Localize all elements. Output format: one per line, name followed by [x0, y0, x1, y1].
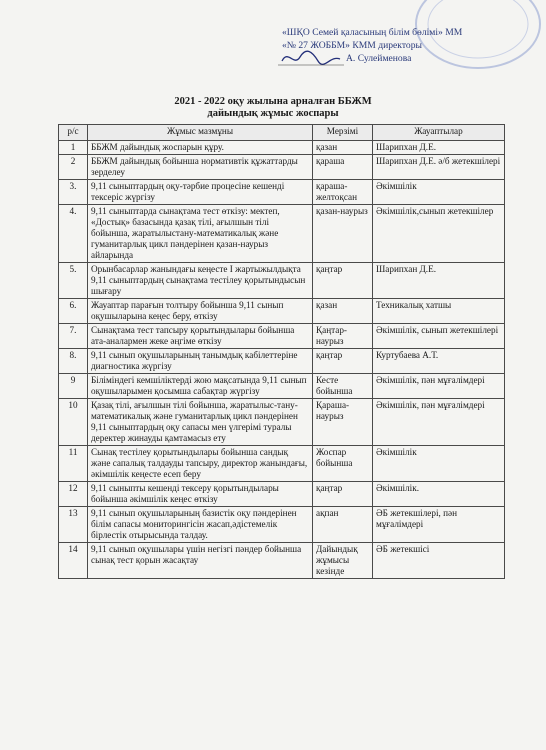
row-content: 9,11 сыныптарда сынақтама тест өткізу: мектеп, «Достық» базасында қазақ тілі, ағылшын тілі бойынша, жаратылыстану-математикалық және гуманитарлық цикл пәндерінен қазан-наурыз айларында [88, 205, 313, 263]
row-content: Сынақ тестілеу қорытындылары бойынша сандық және сапалық талдауды тапсыру, директор жанындағы, әкімшілік кеңесте есеп беру [88, 446, 313, 482]
table-row [59, 180, 505, 205]
row-content: ББЖМ дайындық жоспарын құру. [88, 141, 313, 155]
table-row [59, 399, 505, 446]
table-row [59, 349, 505, 374]
title-line-1: 2021 - 2022 оқу жылына арналған ББЖМ [174, 96, 372, 107]
row-deadline: Жоспар бойынша [313, 446, 373, 482]
row-deadline: ақпан [313, 507, 373, 543]
table-row [59, 155, 505, 180]
row-deadline: Қаңтар-наурыз [313, 324, 373, 349]
row-responsible: ӘБ жетекшілері, пән мұғалімдері [373, 507, 505, 543]
row-number: 13 [59, 507, 88, 543]
director-name: А. Сулейменова [346, 53, 412, 64]
row-responsible: Әкімшілік, пән мұғалімдері [373, 374, 505, 399]
row-number: 10 [59, 399, 88, 446]
row-deadline: қараша [313, 155, 373, 180]
row-deadline: қаңтар [313, 482, 373, 507]
table-row [59, 324, 505, 349]
row-content: Жауаптар парағын толтыру бойынша 9,11 сынып оқушыларына кеңес беру, өткізу [88, 299, 313, 324]
row-content: 9,11 сыныпты кешенді тексеру қорытындылары бойынша әкімшілік кеңес өткізу [88, 482, 313, 507]
row-content: 9,11 сыныптардың оқу-тәрбие процесіне кешенді тексеріс жүргізу [88, 180, 313, 205]
header-number: р/с [59, 125, 88, 141]
row-responsible: Әкімшілік,сынып жетекшілер [373, 205, 505, 263]
row-responsible: Техникалық хатшы [373, 299, 505, 324]
row-number: 12 [59, 482, 88, 507]
row-number: 2 [59, 155, 88, 180]
row-content: ББЖМ дайындық бойынша нормативтік құжаттарды зерделеу [88, 155, 313, 180]
row-number: 4. [59, 205, 88, 263]
row-deadline: Кесте бойынша [313, 374, 373, 399]
row-responsible: Әкімшілік, пән мұғалімдері [373, 399, 505, 446]
row-deadline: қаңтар [313, 263, 373, 299]
row-number: 1 [59, 141, 88, 155]
row-number: 5. [59, 263, 88, 299]
row-content: Біліміндегі кемшіліктерді жою мақсатында 9,11 сынып оқушыларымен қосымша сабақтар жүргізу [88, 374, 313, 399]
approval-block [282, 26, 522, 65]
table-header-row [59, 125, 505, 141]
row-responsible: Әкімшілік. [373, 482, 505, 507]
row-deadline: қаңтар [313, 349, 373, 374]
table-row [59, 205, 505, 263]
row-responsible: Куртубаева А.Т. [373, 349, 505, 374]
row-content: 9,11 сынып оқушыларының танымдық кабілеттеріне диагностика жүргізу [88, 349, 313, 374]
signature-line [282, 52, 522, 65]
table-row [59, 263, 505, 299]
row-deadline: қазан-наурыз [313, 205, 373, 263]
row-responsible: Шарипхан Д.Е. ә/б жетекшілері [373, 155, 505, 180]
table-row [59, 374, 505, 399]
row-deadline: Қараша-наурыз [313, 399, 373, 446]
signature-icon [282, 53, 340, 65]
row-number: 9 [59, 374, 88, 399]
row-content: 9,11 сынып оқушыларының базистік оқу пәндерінен білім сапасы мониторингісін жасап,әдістемелік бірлестік отырысында талдау. [88, 507, 313, 543]
row-number: 3. [59, 180, 88, 205]
row-responsible: ӘБ жетекшісі [373, 543, 505, 579]
row-number: 14 [59, 543, 88, 579]
table-row [59, 446, 505, 482]
page-title [0, 96, 546, 120]
row-responsible: Шарипхан Д.Е. [373, 263, 505, 299]
row-deadline: қазан [313, 141, 373, 155]
header-content: Жұмыс мазмұны [88, 125, 313, 141]
row-responsible: Шарипхан Д.Е. [373, 141, 505, 155]
approval-line-2: «№ 27 ЖОББМ» КММ директоры [282, 40, 422, 51]
table-row [59, 141, 505, 155]
row-number: 8. [59, 349, 88, 374]
table-row [59, 482, 505, 507]
work-plan-table [58, 124, 505, 579]
row-deadline: қараша-желтоқсан [313, 180, 373, 205]
row-content: Сынақтама тест тапсыру қорытындылары бойынша ата-аналармен жеке әңгіме өткізу [88, 324, 313, 349]
table-row [59, 299, 505, 324]
header-deadline: Мерзімі [313, 125, 373, 141]
row-responsible: Әкімшілік [373, 180, 505, 205]
row-content: 9,11 сынып оқушылары үшін негізгі пәндер бойынша сынақ тест қорын жасақтау [88, 543, 313, 579]
title-line-2: дайындық жұмыс жоспары [207, 108, 339, 119]
row-responsible: Әкімшілік [373, 446, 505, 482]
row-number: 6. [59, 299, 88, 324]
row-responsible: Әкімшілік, сынып жетекшілері [373, 324, 505, 349]
row-deadline: Дайындық жұмысы кезінде [313, 543, 373, 579]
row-number: 11 [59, 446, 88, 482]
table-row [59, 543, 505, 579]
approval-line-1: «ШҚО Семей қаласының білім бөлімі» ММ [282, 27, 463, 38]
table-row [59, 507, 505, 543]
row-content: Қазақ тілі, ағылшын тілі бойынша, жаратылыс-тану-математикалық және гуманитарлық цикл пәндерінен 9,11 сыныптардың оқу сапасы мен үлгерімі туралы деректер жинауды қамтамасыз ету [88, 399, 313, 446]
row-content: Орынбасарлар жанындағы кеңесте І жартыжылдықта 9,11 сыныптардың сынақтама тестілеу қорытындысын шығару [88, 263, 313, 299]
header-responsible: Жауаптылар [373, 125, 505, 141]
row-number: 7. [59, 324, 88, 349]
row-deadline: қазан [313, 299, 373, 324]
